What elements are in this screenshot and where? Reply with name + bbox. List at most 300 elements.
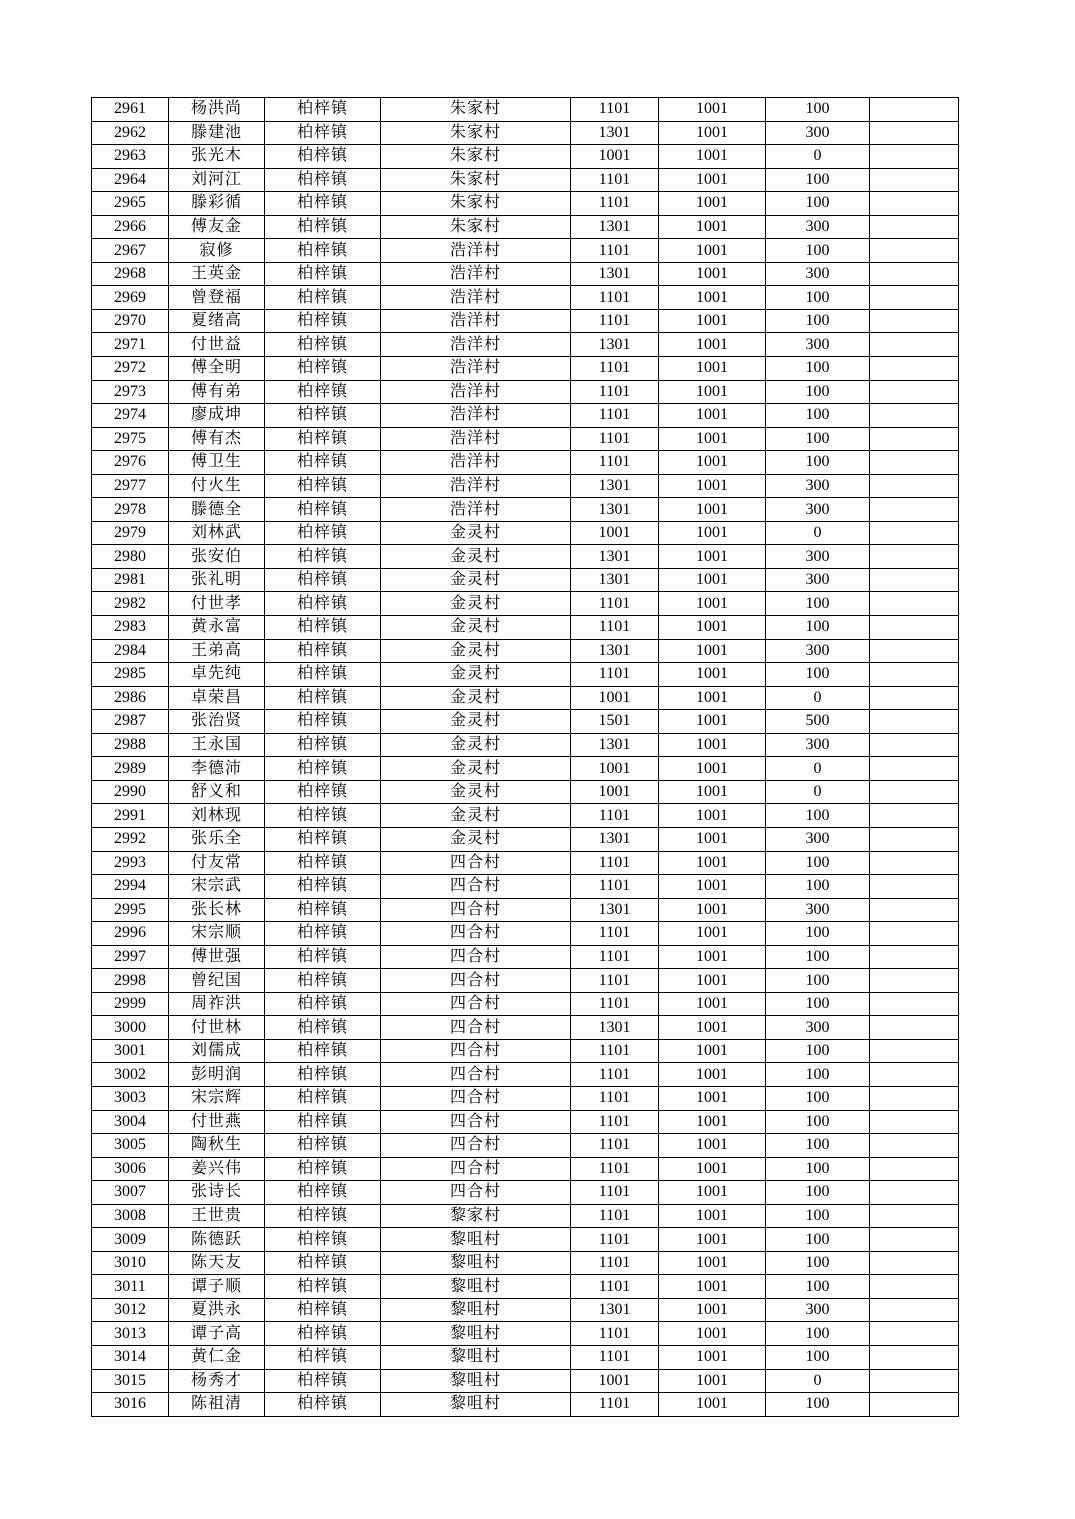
amount-cell: 500 bbox=[766, 710, 870, 734]
village-cell: 黎咀村 bbox=[381, 1228, 571, 1252]
code-a-cell: 1101 bbox=[571, 451, 659, 475]
remarks-cell bbox=[870, 1228, 959, 1252]
remarks-cell bbox=[870, 592, 959, 616]
remarks-cell bbox=[870, 1204, 959, 1228]
village-cell: 黎咀村 bbox=[381, 1322, 571, 1346]
code-b-cell: 1001 bbox=[659, 545, 766, 569]
serial-number-cell: 2987 bbox=[92, 710, 169, 734]
person-name-cell: 曾纪国 bbox=[169, 969, 265, 993]
table-row bbox=[92, 427, 959, 451]
town-cell: 柏梓镇 bbox=[265, 780, 381, 804]
remarks-cell bbox=[870, 969, 959, 993]
village-cell: 四合村 bbox=[381, 922, 571, 946]
amount-cell: 300 bbox=[766, 639, 870, 663]
village-cell: 黎家村 bbox=[381, 1204, 571, 1228]
code-a-cell: 1101 bbox=[571, 1086, 659, 1110]
town-cell: 柏梓镇 bbox=[265, 1275, 381, 1299]
table-row bbox=[92, 357, 959, 381]
person-name-cell: 付世孝 bbox=[169, 592, 265, 616]
village-cell: 金灵村 bbox=[381, 592, 571, 616]
village-cell: 朱家村 bbox=[381, 192, 571, 216]
remarks-cell bbox=[870, 992, 959, 1016]
serial-number-cell: 3004 bbox=[92, 1110, 169, 1134]
village-cell: 朱家村 bbox=[381, 145, 571, 169]
remarks-cell bbox=[870, 1016, 959, 1040]
town-cell: 柏梓镇 bbox=[265, 121, 381, 145]
remarks-cell bbox=[870, 1322, 959, 1346]
code-b-cell: 1001 bbox=[659, 1110, 766, 1134]
code-a-cell: 1001 bbox=[571, 757, 659, 781]
person-name-cell: 宋宗辉 bbox=[169, 1086, 265, 1110]
roster-table bbox=[91, 97, 959, 1417]
serial-number-cell: 2995 bbox=[92, 898, 169, 922]
amount-cell: 100 bbox=[766, 239, 870, 263]
person-name-cell: 滕德全 bbox=[169, 498, 265, 522]
code-b-cell: 1001 bbox=[659, 663, 766, 687]
amount-cell: 100 bbox=[766, 380, 870, 404]
table-row bbox=[92, 1110, 959, 1134]
town-cell: 柏梓镇 bbox=[265, 145, 381, 169]
person-name-cell: 傅全明 bbox=[169, 357, 265, 381]
town-cell: 柏梓镇 bbox=[265, 262, 381, 286]
table-row bbox=[92, 1393, 959, 1417]
code-b-cell: 1001 bbox=[659, 1322, 766, 1346]
serial-number-cell: 2980 bbox=[92, 545, 169, 569]
remarks-cell bbox=[870, 545, 959, 569]
village-cell: 四合村 bbox=[381, 875, 571, 899]
remarks-cell bbox=[870, 827, 959, 851]
amount-cell: 100 bbox=[766, 1110, 870, 1134]
code-b-cell: 1001 bbox=[659, 1039, 766, 1063]
serial-number-cell: 2975 bbox=[92, 427, 169, 451]
code-b-cell: 1001 bbox=[659, 592, 766, 616]
code-a-cell: 1101 bbox=[571, 286, 659, 310]
code-b-cell: 1001 bbox=[659, 239, 766, 263]
village-cell: 朱家村 bbox=[381, 98, 571, 122]
amount-cell: 100 bbox=[766, 945, 870, 969]
code-b-cell: 1001 bbox=[659, 1345, 766, 1369]
remarks-cell bbox=[870, 1039, 959, 1063]
person-name-cell: 谭子顺 bbox=[169, 1275, 265, 1299]
village-cell: 浩洋村 bbox=[381, 309, 571, 333]
amount-cell: 100 bbox=[766, 616, 870, 640]
code-a-cell: 1101 bbox=[571, 922, 659, 946]
remarks-cell bbox=[870, 733, 959, 757]
code-a-cell: 1101 bbox=[571, 1110, 659, 1134]
code-b-cell: 1001 bbox=[659, 1251, 766, 1275]
town-cell: 柏梓镇 bbox=[265, 1251, 381, 1275]
remarks-cell bbox=[870, 121, 959, 145]
code-a-cell: 1301 bbox=[571, 827, 659, 851]
person-name-cell: 张长林 bbox=[169, 898, 265, 922]
amount-cell: 300 bbox=[766, 568, 870, 592]
amount-cell: 100 bbox=[766, 592, 870, 616]
person-name-cell: 李德沛 bbox=[169, 757, 265, 781]
town-cell: 柏梓镇 bbox=[265, 616, 381, 640]
village-cell: 四合村 bbox=[381, 1016, 571, 1040]
code-b-cell: 1001 bbox=[659, 121, 766, 145]
code-a-cell: 1101 bbox=[571, 992, 659, 1016]
serial-number-cell: 2984 bbox=[92, 639, 169, 663]
person-name-cell: 王永国 bbox=[169, 733, 265, 757]
village-cell: 四合村 bbox=[381, 969, 571, 993]
code-b-cell: 1001 bbox=[659, 215, 766, 239]
code-b-cell: 1001 bbox=[659, 168, 766, 192]
remarks-cell bbox=[870, 215, 959, 239]
amount-cell: 300 bbox=[766, 262, 870, 286]
person-name-cell: 陈天友 bbox=[169, 1251, 265, 1275]
person-name-cell: 张诗长 bbox=[169, 1181, 265, 1205]
code-b-cell: 1001 bbox=[659, 451, 766, 475]
code-a-cell: 1101 bbox=[571, 1345, 659, 1369]
table-row bbox=[92, 663, 959, 687]
serial-number-cell: 2993 bbox=[92, 851, 169, 875]
town-cell: 柏梓镇 bbox=[265, 1063, 381, 1087]
table-row bbox=[92, 1298, 959, 1322]
code-b-cell: 1001 bbox=[659, 1393, 766, 1417]
person-name-cell: 刘林武 bbox=[169, 521, 265, 545]
person-name-cell: 刘儒成 bbox=[169, 1039, 265, 1063]
remarks-cell bbox=[870, 1298, 959, 1322]
amount-cell: 100 bbox=[766, 404, 870, 428]
town-cell: 柏梓镇 bbox=[265, 568, 381, 592]
code-a-cell: 1101 bbox=[571, 592, 659, 616]
village-cell: 四合村 bbox=[381, 1157, 571, 1181]
serial-number-cell: 2998 bbox=[92, 969, 169, 993]
amount-cell: 100 bbox=[766, 1322, 870, 1346]
village-cell: 浩洋村 bbox=[381, 474, 571, 498]
remarks-cell bbox=[870, 898, 959, 922]
person-name-cell: 付世林 bbox=[169, 1016, 265, 1040]
remarks-cell bbox=[870, 686, 959, 710]
serial-number-cell: 2967 bbox=[92, 239, 169, 263]
code-a-cell: 1001 bbox=[571, 145, 659, 169]
serial-number-cell: 3016 bbox=[92, 1393, 169, 1417]
code-a-cell: 1001 bbox=[571, 521, 659, 545]
person-name-cell: 付火生 bbox=[169, 474, 265, 498]
remarks-cell bbox=[870, 1181, 959, 1205]
town-cell: 柏梓镇 bbox=[265, 192, 381, 216]
amount-cell: 0 bbox=[766, 145, 870, 169]
amount-cell: 100 bbox=[766, 168, 870, 192]
town-cell: 柏梓镇 bbox=[265, 357, 381, 381]
amount-cell: 100 bbox=[766, 1228, 870, 1252]
table-row bbox=[92, 1322, 959, 1346]
village-cell: 金灵村 bbox=[381, 663, 571, 687]
serial-number-cell: 3010 bbox=[92, 1251, 169, 1275]
serial-number-cell: 2983 bbox=[92, 616, 169, 640]
code-a-cell: 1101 bbox=[571, 98, 659, 122]
amount-cell: 0 bbox=[766, 780, 870, 804]
person-name-cell: 张光木 bbox=[169, 145, 265, 169]
code-a-cell: 1101 bbox=[571, 404, 659, 428]
table-row bbox=[92, 521, 959, 545]
serial-number-cell: 2962 bbox=[92, 121, 169, 145]
code-b-cell: 1001 bbox=[659, 1063, 766, 1087]
table-row bbox=[92, 757, 959, 781]
table-row bbox=[92, 1204, 959, 1228]
person-name-cell: 宋宗武 bbox=[169, 875, 265, 899]
table-row bbox=[92, 215, 959, 239]
serial-number-cell: 2974 bbox=[92, 404, 169, 428]
code-b-cell: 1001 bbox=[659, 380, 766, 404]
code-b-cell: 1001 bbox=[659, 992, 766, 1016]
amount-cell: 100 bbox=[766, 1157, 870, 1181]
code-a-cell: 1101 bbox=[571, 380, 659, 404]
person-name-cell: 黄仁金 bbox=[169, 1345, 265, 1369]
serial-number-cell: 3007 bbox=[92, 1181, 169, 1205]
serial-number-cell: 2992 bbox=[92, 827, 169, 851]
code-b-cell: 1001 bbox=[659, 616, 766, 640]
person-name-cell: 黄永富 bbox=[169, 616, 265, 640]
code-a-cell: 1101 bbox=[571, 1251, 659, 1275]
person-name-cell: 陈德跃 bbox=[169, 1228, 265, 1252]
code-b-cell: 1001 bbox=[659, 286, 766, 310]
village-cell: 金灵村 bbox=[381, 521, 571, 545]
table-row bbox=[92, 686, 959, 710]
serial-number-cell: 2982 bbox=[92, 592, 169, 616]
serial-number-cell: 3015 bbox=[92, 1369, 169, 1393]
serial-number-cell: 2989 bbox=[92, 757, 169, 781]
village-cell: 金灵村 bbox=[381, 568, 571, 592]
amount-cell: 100 bbox=[766, 1039, 870, 1063]
remarks-cell bbox=[870, 1251, 959, 1275]
town-cell: 柏梓镇 bbox=[265, 1110, 381, 1134]
town-cell: 柏梓镇 bbox=[265, 592, 381, 616]
remarks-cell bbox=[870, 922, 959, 946]
remarks-cell bbox=[870, 474, 959, 498]
code-a-cell: 1301 bbox=[571, 498, 659, 522]
person-name-cell: 陶秋生 bbox=[169, 1134, 265, 1158]
remarks-cell bbox=[870, 309, 959, 333]
remarks-cell bbox=[870, 1110, 959, 1134]
amount-cell: 100 bbox=[766, 1181, 870, 1205]
code-a-cell: 1301 bbox=[571, 215, 659, 239]
village-cell: 黎咀村 bbox=[381, 1275, 571, 1299]
village-cell: 金灵村 bbox=[381, 780, 571, 804]
town-cell: 柏梓镇 bbox=[265, 521, 381, 545]
amount-cell: 300 bbox=[766, 898, 870, 922]
table-row bbox=[92, 333, 959, 357]
table-row bbox=[92, 168, 959, 192]
table-row bbox=[92, 1345, 959, 1369]
village-cell: 黎咀村 bbox=[381, 1345, 571, 1369]
town-cell: 柏梓镇 bbox=[265, 898, 381, 922]
remarks-cell bbox=[870, 239, 959, 263]
village-cell: 金灵村 bbox=[381, 639, 571, 663]
person-name-cell: 付世益 bbox=[169, 333, 265, 357]
amount-cell: 100 bbox=[766, 427, 870, 451]
village-cell: 四合村 bbox=[381, 1063, 571, 1087]
amount-cell: 300 bbox=[766, 474, 870, 498]
code-a-cell: 1301 bbox=[571, 1016, 659, 1040]
code-a-cell: 1101 bbox=[571, 875, 659, 899]
village-cell: 金灵村 bbox=[381, 710, 571, 734]
village-cell: 浩洋村 bbox=[381, 262, 571, 286]
person-name-cell: 付世燕 bbox=[169, 1110, 265, 1134]
town-cell: 柏梓镇 bbox=[265, 1039, 381, 1063]
code-a-cell: 1001 bbox=[571, 686, 659, 710]
code-a-cell: 1301 bbox=[571, 568, 659, 592]
amount-cell: 300 bbox=[766, 215, 870, 239]
village-cell: 黎咀村 bbox=[381, 1369, 571, 1393]
serial-number-cell: 3011 bbox=[92, 1275, 169, 1299]
village-cell: 朱家村 bbox=[381, 121, 571, 145]
amount-cell: 0 bbox=[766, 757, 870, 781]
code-a-cell: 1101 bbox=[571, 1063, 659, 1087]
code-a-cell: 1101 bbox=[571, 1393, 659, 1417]
serial-number-cell: 3000 bbox=[92, 1016, 169, 1040]
person-name-cell: 王英金 bbox=[169, 262, 265, 286]
amount-cell: 100 bbox=[766, 1393, 870, 1417]
remarks-cell bbox=[870, 851, 959, 875]
serial-number-cell: 2978 bbox=[92, 498, 169, 522]
person-name-cell: 傅有弟 bbox=[169, 380, 265, 404]
amount-cell: 100 bbox=[766, 804, 870, 828]
remarks-cell bbox=[870, 1157, 959, 1181]
code-a-cell: 1101 bbox=[571, 804, 659, 828]
code-a-cell: 1301 bbox=[571, 545, 659, 569]
code-a-cell: 1301 bbox=[571, 639, 659, 663]
table-row bbox=[92, 1275, 959, 1299]
village-cell: 金灵村 bbox=[381, 757, 571, 781]
amount-cell: 300 bbox=[766, 733, 870, 757]
code-a-cell: 1101 bbox=[571, 357, 659, 381]
table-row bbox=[92, 1134, 959, 1158]
code-b-cell: 1001 bbox=[659, 1298, 766, 1322]
remarks-cell bbox=[870, 498, 959, 522]
table-row bbox=[92, 498, 959, 522]
serial-number-cell: 2977 bbox=[92, 474, 169, 498]
code-a-cell: 1101 bbox=[571, 663, 659, 687]
remarks-cell bbox=[870, 804, 959, 828]
serial-number-cell: 2988 bbox=[92, 733, 169, 757]
code-a-cell: 1101 bbox=[571, 1322, 659, 1346]
table-row bbox=[92, 851, 959, 875]
code-a-cell: 1101 bbox=[571, 1039, 659, 1063]
serial-number-cell: 2996 bbox=[92, 922, 169, 946]
town-cell: 柏梓镇 bbox=[265, 498, 381, 522]
remarks-cell bbox=[870, 427, 959, 451]
amount-cell: 100 bbox=[766, 851, 870, 875]
town-cell: 柏梓镇 bbox=[265, 98, 381, 122]
amount-cell: 100 bbox=[766, 922, 870, 946]
code-b-cell: 1001 bbox=[659, 1157, 766, 1181]
amount-cell: 0 bbox=[766, 521, 870, 545]
village-cell: 四合村 bbox=[381, 945, 571, 969]
code-a-cell: 1101 bbox=[571, 851, 659, 875]
amount-cell: 100 bbox=[766, 992, 870, 1016]
town-cell: 柏梓镇 bbox=[265, 733, 381, 757]
remarks-cell bbox=[870, 192, 959, 216]
table-row bbox=[92, 1039, 959, 1063]
remarks-cell bbox=[870, 521, 959, 545]
town-cell: 柏梓镇 bbox=[265, 239, 381, 263]
person-name-cell: 杨洪尚 bbox=[169, 98, 265, 122]
village-cell: 浩洋村 bbox=[381, 239, 571, 263]
amount-cell: 100 bbox=[766, 1251, 870, 1275]
code-a-cell: 1101 bbox=[571, 945, 659, 969]
remarks-cell bbox=[870, 1134, 959, 1158]
serial-number-cell: 2994 bbox=[92, 875, 169, 899]
table-row bbox=[92, 922, 959, 946]
person-name-cell: 寂修 bbox=[169, 239, 265, 263]
serial-number-cell: 2973 bbox=[92, 380, 169, 404]
village-cell: 朱家村 bbox=[381, 215, 571, 239]
amount-cell: 300 bbox=[766, 827, 870, 851]
town-cell: 柏梓镇 bbox=[265, 333, 381, 357]
amount-cell: 100 bbox=[766, 1063, 870, 1087]
table-row bbox=[92, 309, 959, 333]
code-b-cell: 1001 bbox=[659, 1204, 766, 1228]
code-a-cell: 1101 bbox=[571, 239, 659, 263]
serial-number-cell: 2963 bbox=[92, 145, 169, 169]
code-b-cell: 1001 bbox=[659, 827, 766, 851]
serial-number-cell: 3002 bbox=[92, 1063, 169, 1087]
serial-number-cell: 2971 bbox=[92, 333, 169, 357]
amount-cell: 100 bbox=[766, 1275, 870, 1299]
serial-number-cell: 2965 bbox=[92, 192, 169, 216]
amount-cell: 100 bbox=[766, 1086, 870, 1110]
town-cell: 柏梓镇 bbox=[265, 969, 381, 993]
amount-cell: 100 bbox=[766, 98, 870, 122]
remarks-cell bbox=[870, 875, 959, 899]
village-cell: 金灵村 bbox=[381, 804, 571, 828]
table-row bbox=[92, 121, 959, 145]
code-b-cell: 1001 bbox=[659, 192, 766, 216]
village-cell: 浩洋村 bbox=[381, 357, 571, 381]
amount-cell: 100 bbox=[766, 1204, 870, 1228]
table-row bbox=[92, 710, 959, 734]
table-row bbox=[92, 969, 959, 993]
person-name-cell: 王世贵 bbox=[169, 1204, 265, 1228]
amount-cell: 0 bbox=[766, 1369, 870, 1393]
serial-number-cell: 2986 bbox=[92, 686, 169, 710]
town-cell: 柏梓镇 bbox=[265, 1181, 381, 1205]
village-cell: 四合村 bbox=[381, 1086, 571, 1110]
code-b-cell: 1001 bbox=[659, 145, 766, 169]
serial-number-cell: 3005 bbox=[92, 1134, 169, 1158]
table-row bbox=[92, 1181, 959, 1205]
serial-number-cell: 3006 bbox=[92, 1157, 169, 1181]
person-name-cell: 张礼明 bbox=[169, 568, 265, 592]
table-row bbox=[92, 380, 959, 404]
village-cell: 浩洋村 bbox=[381, 427, 571, 451]
town-cell: 柏梓镇 bbox=[265, 945, 381, 969]
person-name-cell: 张治贤 bbox=[169, 710, 265, 734]
remarks-cell bbox=[870, 1345, 959, 1369]
code-b-cell: 1001 bbox=[659, 1134, 766, 1158]
remarks-cell bbox=[870, 945, 959, 969]
person-name-cell: 姜兴伟 bbox=[169, 1157, 265, 1181]
table-row bbox=[92, 286, 959, 310]
table-row bbox=[92, 145, 959, 169]
table-row bbox=[92, 1251, 959, 1275]
code-a-cell: 1501 bbox=[571, 710, 659, 734]
village-cell: 四合村 bbox=[381, 1134, 571, 1158]
amount-cell: 300 bbox=[766, 121, 870, 145]
code-b-cell: 1001 bbox=[659, 1016, 766, 1040]
table-row bbox=[92, 568, 959, 592]
table-row bbox=[92, 1016, 959, 1040]
serial-number-cell: 2966 bbox=[92, 215, 169, 239]
remarks-cell bbox=[870, 639, 959, 663]
table-row bbox=[92, 1157, 959, 1181]
person-name-cell: 夏绪高 bbox=[169, 309, 265, 333]
code-b-cell: 1001 bbox=[659, 733, 766, 757]
amount-cell: 100 bbox=[766, 451, 870, 475]
remarks-cell bbox=[870, 1393, 959, 1417]
